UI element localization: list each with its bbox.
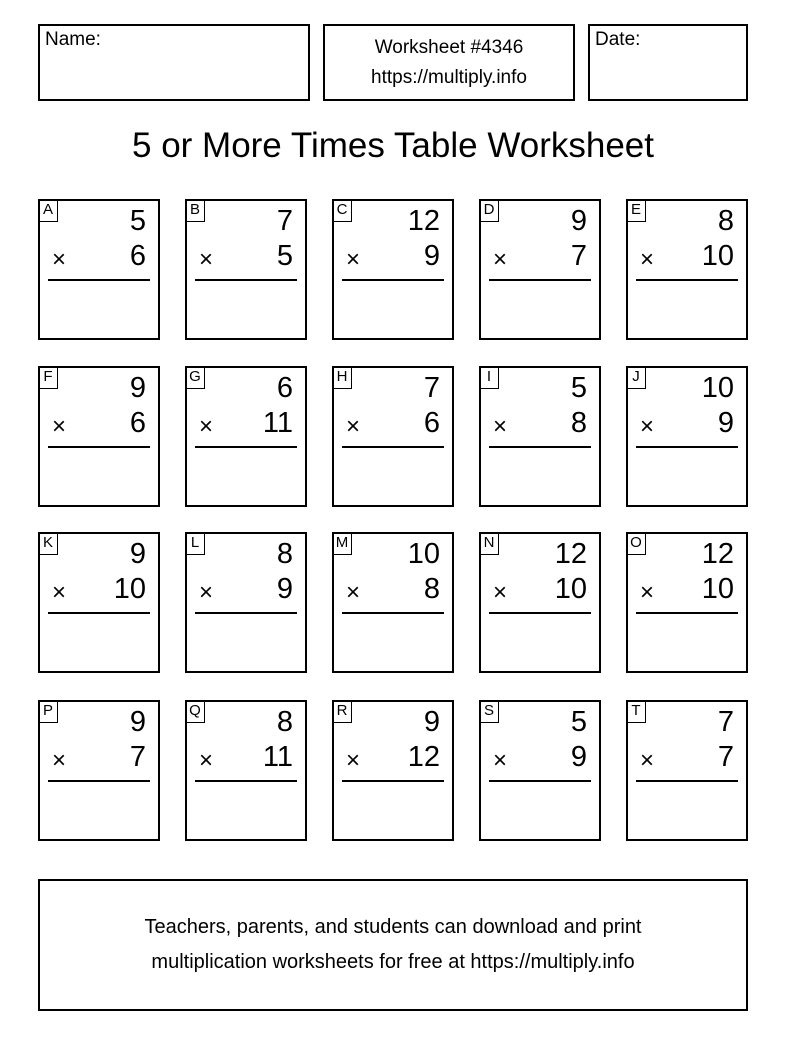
multiplier: 9 bbox=[276, 573, 293, 605]
problem-card[interactable] bbox=[332, 366, 454, 507]
multiplicand: 5 bbox=[570, 706, 587, 738]
multiplicand: 9 bbox=[423, 706, 440, 738]
answer-line bbox=[342, 780, 444, 782]
multiplicand: 9 bbox=[129, 706, 146, 738]
name-label: Name: bbox=[45, 29, 101, 50]
times-icon: × bbox=[640, 579, 655, 606]
problem-card[interactable] bbox=[626, 532, 748, 673]
times-icon: × bbox=[640, 747, 655, 774]
answer-line bbox=[195, 612, 297, 614]
problem-card[interactable] bbox=[479, 532, 601, 673]
multiplicand: 8 bbox=[276, 706, 293, 738]
times-icon: × bbox=[52, 413, 67, 440]
times-icon: × bbox=[640, 413, 655, 440]
worksheet-website: https://multiply.info bbox=[371, 67, 527, 88]
multiplier: 9 bbox=[570, 741, 587, 773]
problem-label: M bbox=[332, 532, 352, 555]
multiplicand: 12 bbox=[407, 205, 440, 237]
problem-card[interactable] bbox=[185, 532, 307, 673]
problem-label: N bbox=[479, 532, 499, 555]
times-icon: × bbox=[346, 413, 361, 440]
problem-label: A bbox=[38, 199, 58, 222]
problem-card[interactable] bbox=[185, 199, 307, 340]
problem-card[interactable] bbox=[38, 532, 160, 673]
answer-line bbox=[636, 780, 738, 782]
problem-card[interactable] bbox=[332, 532, 454, 673]
answer-line bbox=[342, 612, 444, 614]
problem-label: Q bbox=[185, 700, 205, 723]
answer-line bbox=[48, 780, 150, 782]
times-icon: × bbox=[199, 246, 214, 273]
times-icon: × bbox=[199, 747, 214, 774]
problem-label: H bbox=[332, 366, 352, 389]
problem-card[interactable] bbox=[479, 366, 601, 507]
answer-line bbox=[489, 446, 591, 448]
problem-label: S bbox=[479, 700, 499, 723]
date-label: Date: bbox=[595, 29, 641, 50]
answer-line bbox=[342, 446, 444, 448]
times-icon: × bbox=[52, 747, 67, 774]
multiplier: 8 bbox=[570, 407, 587, 439]
problem-label: B bbox=[185, 199, 205, 222]
problem-label: O bbox=[626, 532, 646, 555]
answer-line bbox=[195, 279, 297, 281]
problem-label: D bbox=[479, 199, 499, 222]
problem-card[interactable] bbox=[479, 700, 601, 841]
times-icon: × bbox=[493, 747, 508, 774]
footer-line-2: multiplication worksheets for free at https://multiply.info bbox=[151, 951, 635, 973]
problem-card[interactable] bbox=[185, 366, 307, 507]
problem-label: R bbox=[332, 700, 352, 723]
multiplicand: 9 bbox=[129, 372, 146, 404]
multiplier: 6 bbox=[423, 407, 440, 439]
page-title: 5 or More Times Table Worksheet bbox=[132, 126, 654, 165]
problem-card[interactable] bbox=[626, 366, 748, 507]
multiplier: 6 bbox=[129, 407, 146, 439]
answer-line bbox=[636, 279, 738, 281]
name-field-box[interactable] bbox=[38, 24, 310, 101]
problem-label: C bbox=[332, 199, 352, 222]
problem-label: K bbox=[38, 532, 58, 555]
multiplier: 11 bbox=[262, 407, 293, 439]
times-icon: × bbox=[346, 579, 361, 606]
times-icon: × bbox=[346, 246, 361, 273]
multiplier: 10 bbox=[113, 573, 146, 605]
problem-card[interactable] bbox=[38, 366, 160, 507]
times-icon: × bbox=[346, 747, 361, 774]
footer-box bbox=[38, 879, 748, 1011]
multiplier: 7 bbox=[129, 741, 146, 773]
problem-label: G bbox=[185, 366, 205, 389]
answer-line bbox=[195, 780, 297, 782]
answer-line bbox=[48, 446, 150, 448]
multiplier: 7 bbox=[570, 240, 587, 272]
multiplicand: 9 bbox=[570, 205, 587, 237]
footer-line-1: Teachers, parents, and students can download and print bbox=[144, 916, 642, 938]
problem-card[interactable] bbox=[38, 700, 160, 841]
multiplicand: 7 bbox=[276, 205, 293, 237]
times-icon: × bbox=[493, 413, 508, 440]
multiplicand: 12 bbox=[554, 538, 587, 570]
answer-line bbox=[342, 279, 444, 281]
multiplier: 10 bbox=[701, 573, 734, 605]
times-icon: × bbox=[199, 413, 214, 440]
problem-card[interactable] bbox=[332, 700, 454, 841]
answer-line bbox=[489, 780, 591, 782]
problem-label: J bbox=[626, 366, 646, 389]
multiplier: 11 bbox=[262, 741, 293, 773]
problem-label: E bbox=[626, 199, 646, 222]
problem-card[interactable] bbox=[38, 199, 160, 340]
problem-card[interactable] bbox=[332, 199, 454, 340]
multiplier: 12 bbox=[407, 741, 440, 773]
multiplicand: 8 bbox=[717, 205, 734, 237]
answer-line bbox=[636, 612, 738, 614]
answer-line bbox=[48, 612, 150, 614]
multiplier: 9 bbox=[423, 240, 440, 272]
answer-line bbox=[489, 279, 591, 281]
multiplicand: 6 bbox=[276, 372, 293, 404]
problem-label: I bbox=[479, 366, 499, 389]
multiplicand: 9 bbox=[129, 538, 146, 570]
times-icon: × bbox=[199, 579, 214, 606]
multiplier: 10 bbox=[701, 240, 734, 272]
answer-line bbox=[195, 446, 297, 448]
times-icon: × bbox=[52, 246, 67, 273]
multiplicand: 5 bbox=[570, 372, 587, 404]
multiplier: 10 bbox=[554, 573, 587, 605]
multiplicand: 8 bbox=[276, 538, 293, 570]
times-icon: × bbox=[640, 246, 655, 273]
multiplicand: 5 bbox=[129, 205, 146, 237]
multiplicand: 12 bbox=[701, 538, 734, 570]
multiplier: 6 bbox=[129, 240, 146, 272]
worksheet-id: Worksheet #4346 bbox=[374, 37, 524, 58]
times-icon: × bbox=[52, 579, 67, 606]
problem-card[interactable] bbox=[479, 199, 601, 340]
multiplier: 7 bbox=[717, 741, 734, 773]
worksheet-info-box bbox=[323, 24, 575, 101]
multiplicand: 7 bbox=[423, 372, 440, 404]
problem-label: T bbox=[626, 700, 646, 723]
times-icon: × bbox=[493, 246, 508, 273]
problem-card[interactable] bbox=[626, 700, 748, 841]
times-icon: × bbox=[493, 579, 508, 606]
problem-card[interactable] bbox=[626, 199, 748, 340]
multiplicand: 10 bbox=[701, 372, 734, 404]
date-field-box[interactable] bbox=[588, 24, 748, 101]
multiplier: 8 bbox=[423, 573, 440, 605]
multiplicand: 7 bbox=[717, 706, 734, 738]
problem-label: L bbox=[185, 532, 205, 555]
problem-label: P bbox=[38, 700, 58, 723]
multiplicand: 10 bbox=[407, 538, 440, 570]
multiplier: 9 bbox=[717, 407, 734, 439]
problem-card[interactable] bbox=[185, 700, 307, 841]
answer-line bbox=[48, 279, 150, 281]
answer-line bbox=[636, 446, 738, 448]
problem-label: F bbox=[38, 366, 58, 389]
answer-line bbox=[489, 612, 591, 614]
multiplier: 5 bbox=[276, 240, 293, 272]
